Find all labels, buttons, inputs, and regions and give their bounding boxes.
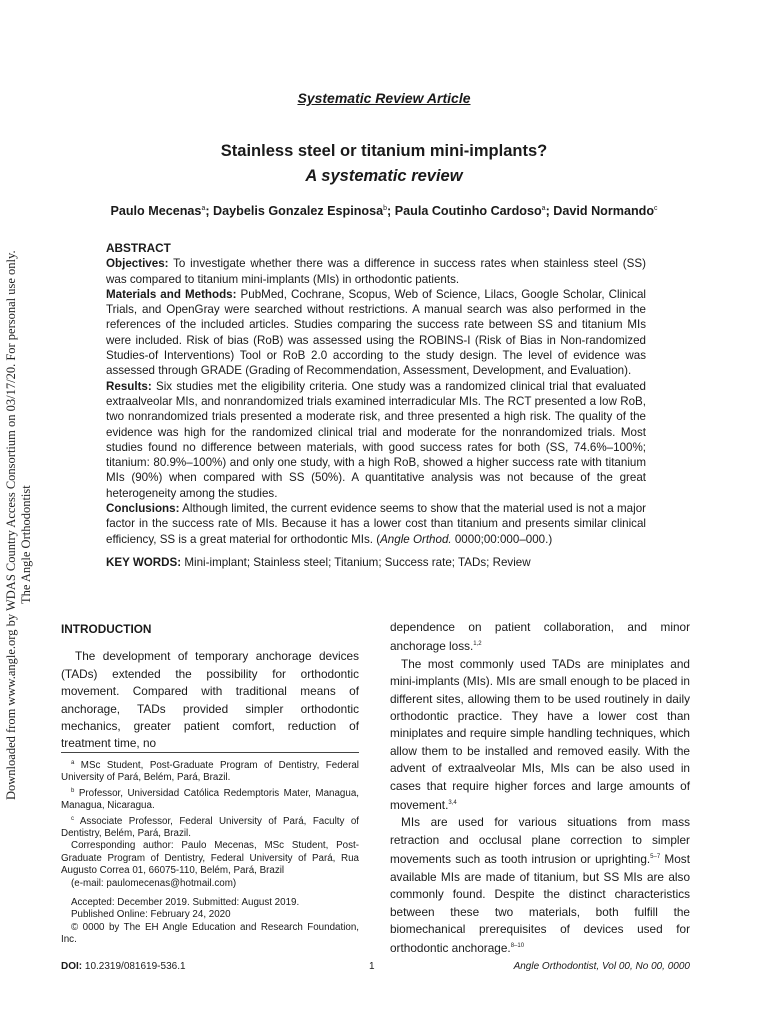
article-subtitle: A systematic review bbox=[305, 167, 463, 185]
abstract-objectives: Objectives: To investigate whether there was a difference in success rates when stainless steel (SS) was compared to titanium mini-implants (MIs) in orthodontic patients. bbox=[106, 257, 646, 286]
footnote-c: $^c$ Associate Professor, Federal University of Pará, Faculty of Dentistry, Belém, Pará, Brazil. bbox=[61, 815, 359, 840]
abstract-block bbox=[106, 241, 646, 570]
abstract-conclusions: Conclusions: Although limited, the current evidence seems to show that the material used is not a major factor in the success rate of MIs. Because it has a lower cost than titanium and presents similar clinical efficiency, SS is a great material for orthodontic MIs. (Angle Orthod. 0000;00:000–000.) bbox=[106, 502, 646, 546]
doi: DOI: 10.2319/081619-536.1 bbox=[61, 961, 186, 972]
keywords: KEY WORDS: Mini-implant; Stainless steel; Titanium; Success rate; TADs; Review bbox=[106, 555, 531, 569]
accepted-date: Accepted: December 2019. Submitted: August 2019. bbox=[71, 897, 300, 909]
author-3: Paula Coutinho Cardoso$^a$; bbox=[394, 204, 554, 218]
abstract-methods: Materials and Methods: PubMed, Cochrane, Scopus, Web of Science, Lilacs, Google Scholar, Clinical Trials, and OpenGray were searched without restrictions. A manual search was also performed in the references of the included articles. Studies comparing the success rate between SS and titanium MIs were included. Risk of bias (RoB) was assessed using the ROBINS-I (Risk of Bias in Non-randomized Studies-of Interventions) Tool or RoB 2.0 according to the study design. The level of evidence was assessed through GRADE (Grading of Recommendation, Assessment, Development, and Evaluation). bbox=[106, 287, 646, 378]
page-number: 1 bbox=[369, 961, 375, 972]
abstract-results: Results: Six studies met the eligibility criteria. One study was a randomized clinical trial that evaluated extraalveolar MIs, and nonrandomized trials examined interradicular MIs. The RCT presented a low RoB, two nonrandomized trials presented a moderate risk, and three presented a high risk. The quality of the evidence was high for the randomized clinical trial and moderate for the nonrandomized trials. Most studies found no difference between materials, with good success rates for both (SS, 74.6%–100%; titanium: 80.9%–100%) and only one study, with a high RoB, showed a higher success rate with titanium MIs (90%) when compared with SS (50%). A quantitative analysis was not because of the great heterogeneity among the studies. bbox=[106, 379, 646, 500]
footnotes bbox=[61, 752, 359, 947]
author-2: Daybelis Gonzalez Espinosa$^b$; bbox=[213, 204, 395, 218]
right-paragraph-2: The most commonly used TADs are miniplates and mini-implants (MIs). MIs are small enough to be placed in different sites, allowing them to be used routinely in daily orthodontic practice. They have a lower cost than miniplates and require simple handling techniques, which allow them to be installed and removed easily. With the advent of extraalveolar MIs, MIs can be also used in cases that require higher forces and large amounts of movement.$^{3,4}$ bbox=[390, 656, 690, 813]
article-type-label: Systematic Review Article bbox=[297, 90, 471, 106]
author-4: David Normando$^c$ bbox=[553, 204, 658, 218]
article-title: Stainless steel or titanium mini-implants? bbox=[220, 142, 548, 160]
footnote-b: $^b$ Professor, Universidad Católica Redemptoris Mater, Managua, Managua, Nicaragua. bbox=[61, 787, 359, 812]
introduction-heading: INTRODUCTION bbox=[61, 622, 152, 636]
copyright-notice: © 0000 by The EH Angle Education and Research Foundation, Inc. bbox=[61, 921, 359, 946]
watermark-journal-line: The Angle Orthodontist bbox=[19, 485, 33, 604]
left-column bbox=[61, 621, 359, 753]
page-footer bbox=[61, 961, 690, 975]
published-date: Published Online: February 24, 2020 bbox=[71, 909, 231, 921]
right-paragraph-3: MIs are used for various situations from mass retraction and occlusal plane correction to simpler movements such as tooth intrusion or uprighting.$^{5-7}$ Most available MIs are made of titanium, but SS MIs are also commonly found. Despite the distinct characteristics between these two materials, both fulfill the biomechanical prerequisites of devices used for orthodontic anchorage.$^{8-10}$ bbox=[390, 815, 690, 956]
corresponding-email: (e-mail: paulomecenas@hotmail.com) bbox=[71, 877, 237, 889]
author-1: Paulo Mecenas$^a$; bbox=[110, 204, 214, 218]
abstract-heading: ABSTRACT bbox=[106, 241, 171, 255]
right-column bbox=[390, 619, 690, 958]
author-list bbox=[0, 204, 768, 218]
right-paragraph-1: dependence on patient collaboration, and minor anchorage loss.$^{1,2}$ bbox=[390, 620, 690, 654]
footnote-a: $^a$ MSc Student, Post-Graduate Program of Dentistry, Federal University of Pará, Belém, Pará, Brazil. bbox=[61, 760, 359, 784]
journal-citation: Angle Orthodontist, Vol 00, No 00, 0000 bbox=[513, 961, 690, 972]
watermark-download-line: Downloaded from www.angle.org by WDAS Country Access Consortium on 03/17/20. For personal use only. bbox=[4, 250, 18, 800]
introduction-paragraph: The development of temporary anchorage devices (TADs) extended the possibility for orthodontic movement. Compared with traditional means of anchorage, TADs provided simpler orthodontic mechanics, greater patient comfort, reduction of treatment time, no bbox=[61, 649, 359, 751]
corresponding-author: Corresponding author: Paulo Mecenas, MSc Student, Post-Graduate Program of Dentistry, Federal University of Pará, Rua Augusto Correa 01, 66075-110, Belém, Pará, Brazil bbox=[61, 840, 359, 877]
